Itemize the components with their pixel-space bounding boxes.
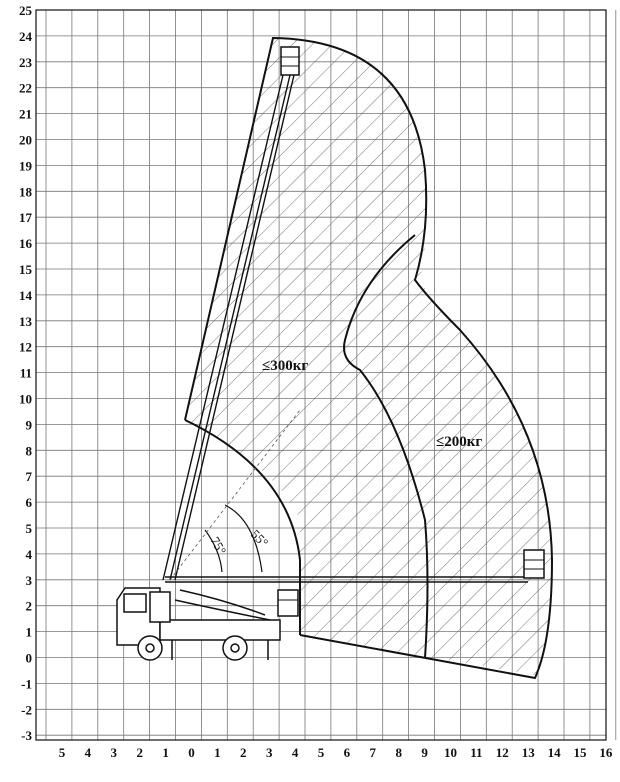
x-tick-label: 3 (265, 745, 273, 760)
x-tick-label: 8 (395, 745, 402, 760)
y-tick-label: -2 (21, 702, 32, 718)
x-tick-label: 11 (470, 745, 483, 760)
x-tick-label: 9 (421, 745, 428, 760)
x-tick-label: 7 (369, 745, 377, 760)
zone-label-300kg: ≤300кг (262, 358, 309, 374)
y-tick-label: 17 (19, 210, 32, 226)
y-tick-label: 13 (19, 313, 32, 329)
basket-right (524, 550, 544, 578)
x-tick-label: 10 (444, 745, 457, 760)
x-tick-label: 14 (547, 745, 561, 760)
x-tick-label: 2 (240, 745, 247, 760)
x-tick-label: 0 (188, 745, 195, 760)
basket-low (278, 590, 298, 616)
y-tick-label: 1 (25, 624, 32, 640)
x-tick-label: 6 (343, 745, 351, 760)
x-tick-label: 16 (599, 745, 613, 760)
y-tick-label: 4 (25, 546, 32, 562)
y-tick-label: 12 (19, 339, 32, 355)
x-tick-label: 3 (110, 745, 118, 760)
y-tick-label: 7 (25, 469, 32, 485)
x-tick-label: 1 (214, 745, 221, 760)
x-axis-ticks (59, 745, 613, 760)
y-tick-label: 25 (19, 3, 32, 18)
y-tick-label: 22 (19, 80, 32, 96)
y-tick-label: 3 (25, 572, 32, 588)
y-tick-label: 14 (19, 287, 32, 303)
x-tick-label: 13 (521, 745, 535, 760)
x-tick-label: 4 (291, 745, 299, 760)
y-tick-label: 2 (25, 598, 32, 614)
y-tick-label: 19 (19, 158, 32, 174)
x-tick-label: 5 (58, 745, 66, 760)
x-tick-label: 15 (573, 745, 587, 760)
y-tick-label: 5 (25, 521, 32, 536)
y-axis-ticks (19, 3, 33, 743)
y-tick-label: 16 (19, 236, 32, 252)
x-tick-label: 2 (136, 745, 143, 760)
zone-label-200kg: ≤200кг (436, 434, 483, 450)
y-tick-label: 23 (19, 54, 32, 70)
y-tick-label: 0 (25, 650, 32, 666)
angle-label-55: 55° (247, 526, 272, 550)
x-tick-label: 12 (495, 745, 509, 760)
x-tick-label: 1 (162, 745, 169, 760)
y-tick-label: 24 (19, 28, 32, 44)
x-tick-label: 5 (317, 745, 325, 760)
y-tick-label: 10 (19, 391, 32, 407)
y-tick-label: 9 (25, 417, 32, 433)
basket-top (281, 47, 299, 75)
truck (117, 588, 280, 660)
angle-label-75: 75° (207, 534, 230, 558)
y-tick-label: 15 (19, 262, 32, 277)
x-tick-label: 4 (84, 745, 92, 760)
y-tick-label: 21 (19, 106, 32, 122)
y-tick-label: -1 (21, 676, 32, 692)
y-tick-label: 20 (19, 132, 32, 148)
y-tick-label: 11 (19, 365, 32, 381)
y-tick-label: 18 (19, 184, 32, 200)
y-tick-label: 8 (25, 443, 32, 459)
y-tick-label: 6 (25, 495, 32, 511)
y-tick-label: -3 (21, 728, 32, 744)
